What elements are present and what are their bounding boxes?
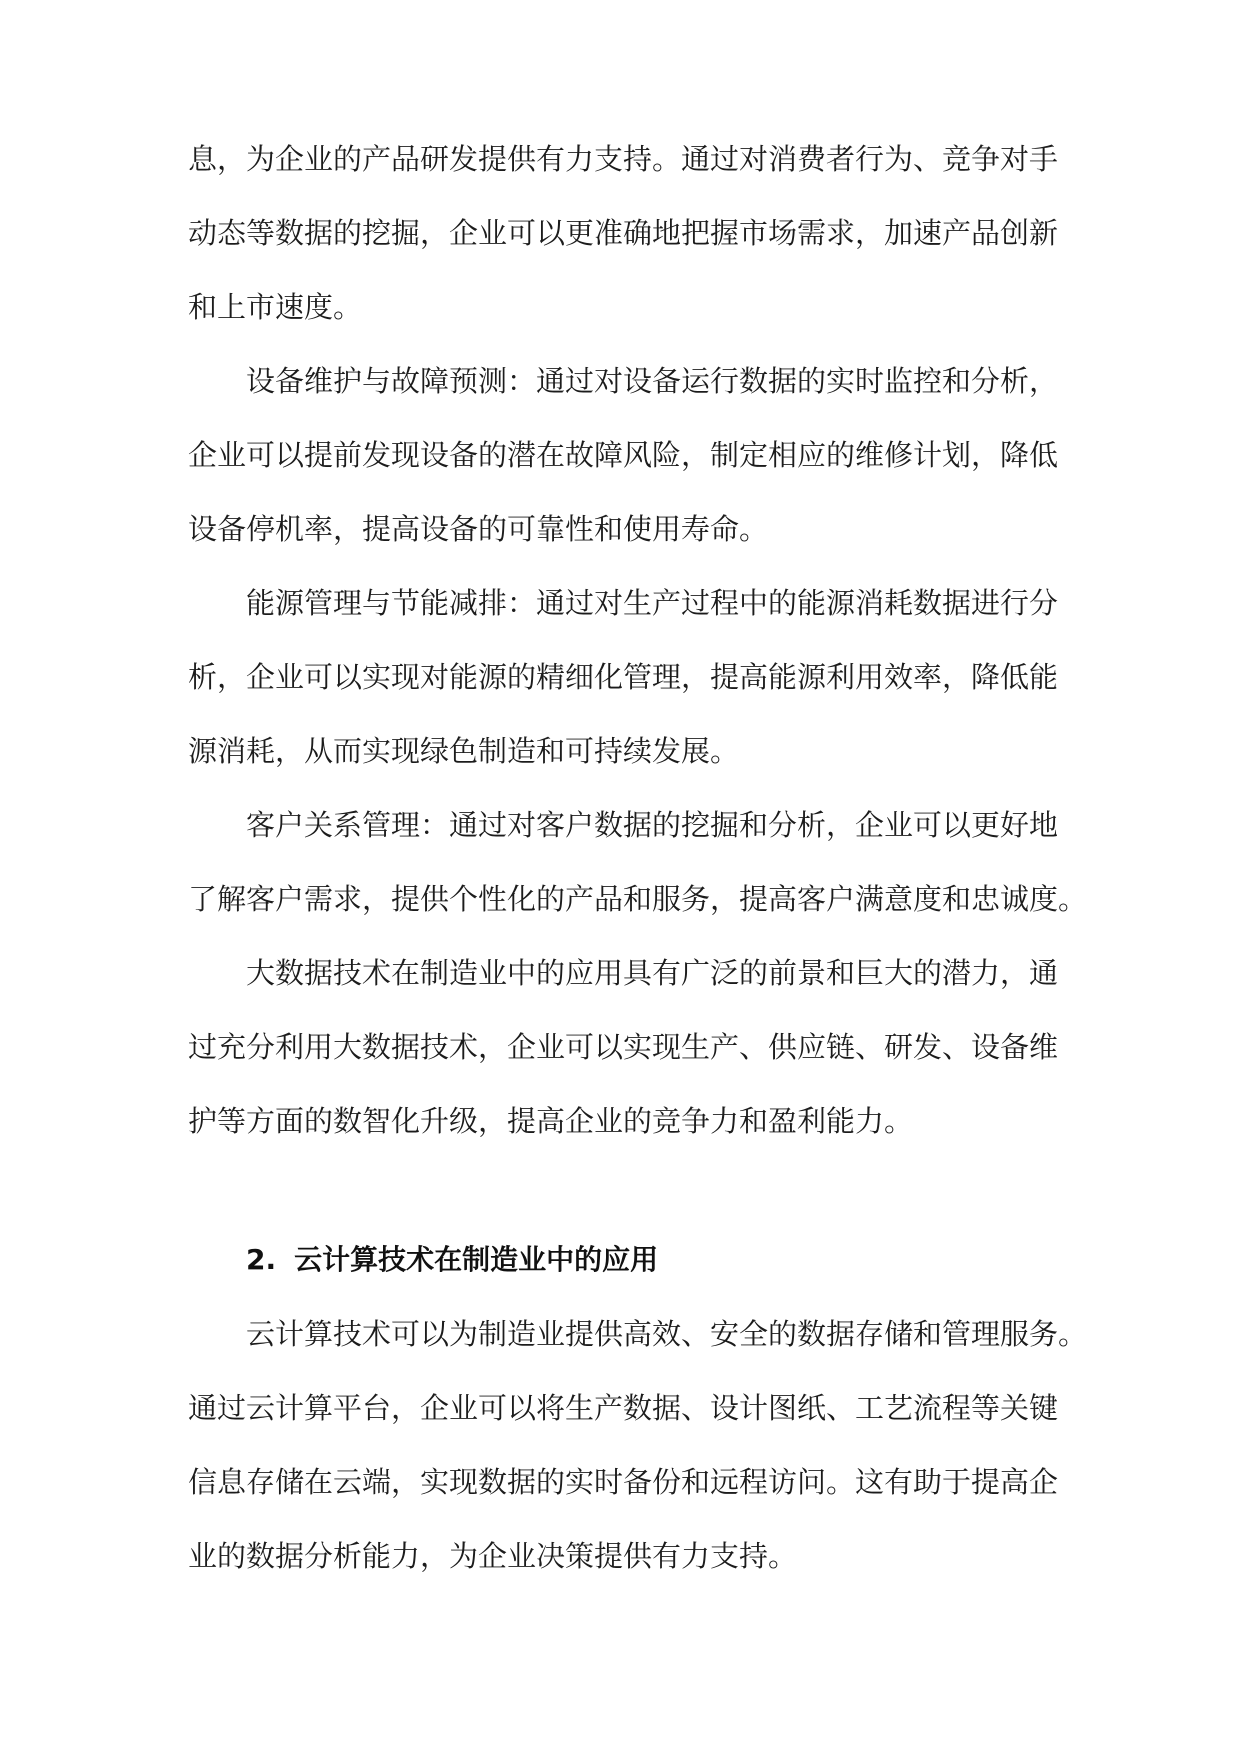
paragraph-line: 通过云计算平台，企业可以将生产数据、设计图纸、工艺流程等关键 xyxy=(188,1391,1059,1425)
paragraph-line: 了解客户需求，提供个性化的产品和服务，提高客户满意度和忠诚度。 xyxy=(188,882,1088,916)
paragraph-line: 息，为企业的产品研发提供有力支持。通过对消费者行为、竞争对手 xyxy=(188,142,1059,176)
section-title: 云计算技术在制造业中的应用 xyxy=(294,1243,659,1276)
paragraph-line: 客户关系管理：通过对客户数据的挖掘和分析，企业可以更好地 xyxy=(246,808,1059,842)
paragraph-line: 源消耗，从而实现绿色制造和可持续发展。 xyxy=(188,734,740,768)
paragraph-line: 能源管理与节能减排：通过对生产过程中的能源消耗数据进行分 xyxy=(246,586,1059,620)
paragraph-line: 设备维护与故障预测：通过对设备运行数据的实时监控和分析， xyxy=(246,364,1059,398)
paragraph-line: 业的数据分析能力，为企业决策提供有力支持。 xyxy=(188,1539,798,1573)
paragraph-line: 护等方面的数智化升级，提高企业的竞争力和盈利能力。 xyxy=(188,1104,914,1138)
paragraph-line: 企业可以提前发现设备的潜在故障风险，制定相应的维修计划，降低 xyxy=(188,438,1059,472)
section-number: 2. xyxy=(246,1243,277,1276)
paragraph-line: 大数据技术在制造业中的应用具有广泛的前景和巨大的潜力，通 xyxy=(246,956,1059,990)
paragraph-line: 设备停机率，提高设备的可靠性和使用寿命。 xyxy=(188,512,769,546)
paragraph-line: 过充分利用大数据技术，企业可以实现生产、供应链、研发、设备维 xyxy=(188,1030,1059,1064)
section-heading xyxy=(246,1240,658,1280)
paragraph-line: 和上市速度。 xyxy=(188,290,363,324)
paragraph-line: 析，企业可以实现对能源的精细化管理，提高能源利用效率，降低能 xyxy=(188,660,1059,694)
paragraph-line: 信息存储在云端，实现数据的实时备份和远程访问。这有助于提高企 xyxy=(188,1465,1059,1499)
paragraph-line: 云计算技术可以为制造业提供高效、安全的数据存储和管理服务。 xyxy=(246,1317,1088,1351)
paragraph-line: 动态等数据的挖掘，企业可以更准确地把握市场需求，加速产品创新 xyxy=(188,216,1059,250)
